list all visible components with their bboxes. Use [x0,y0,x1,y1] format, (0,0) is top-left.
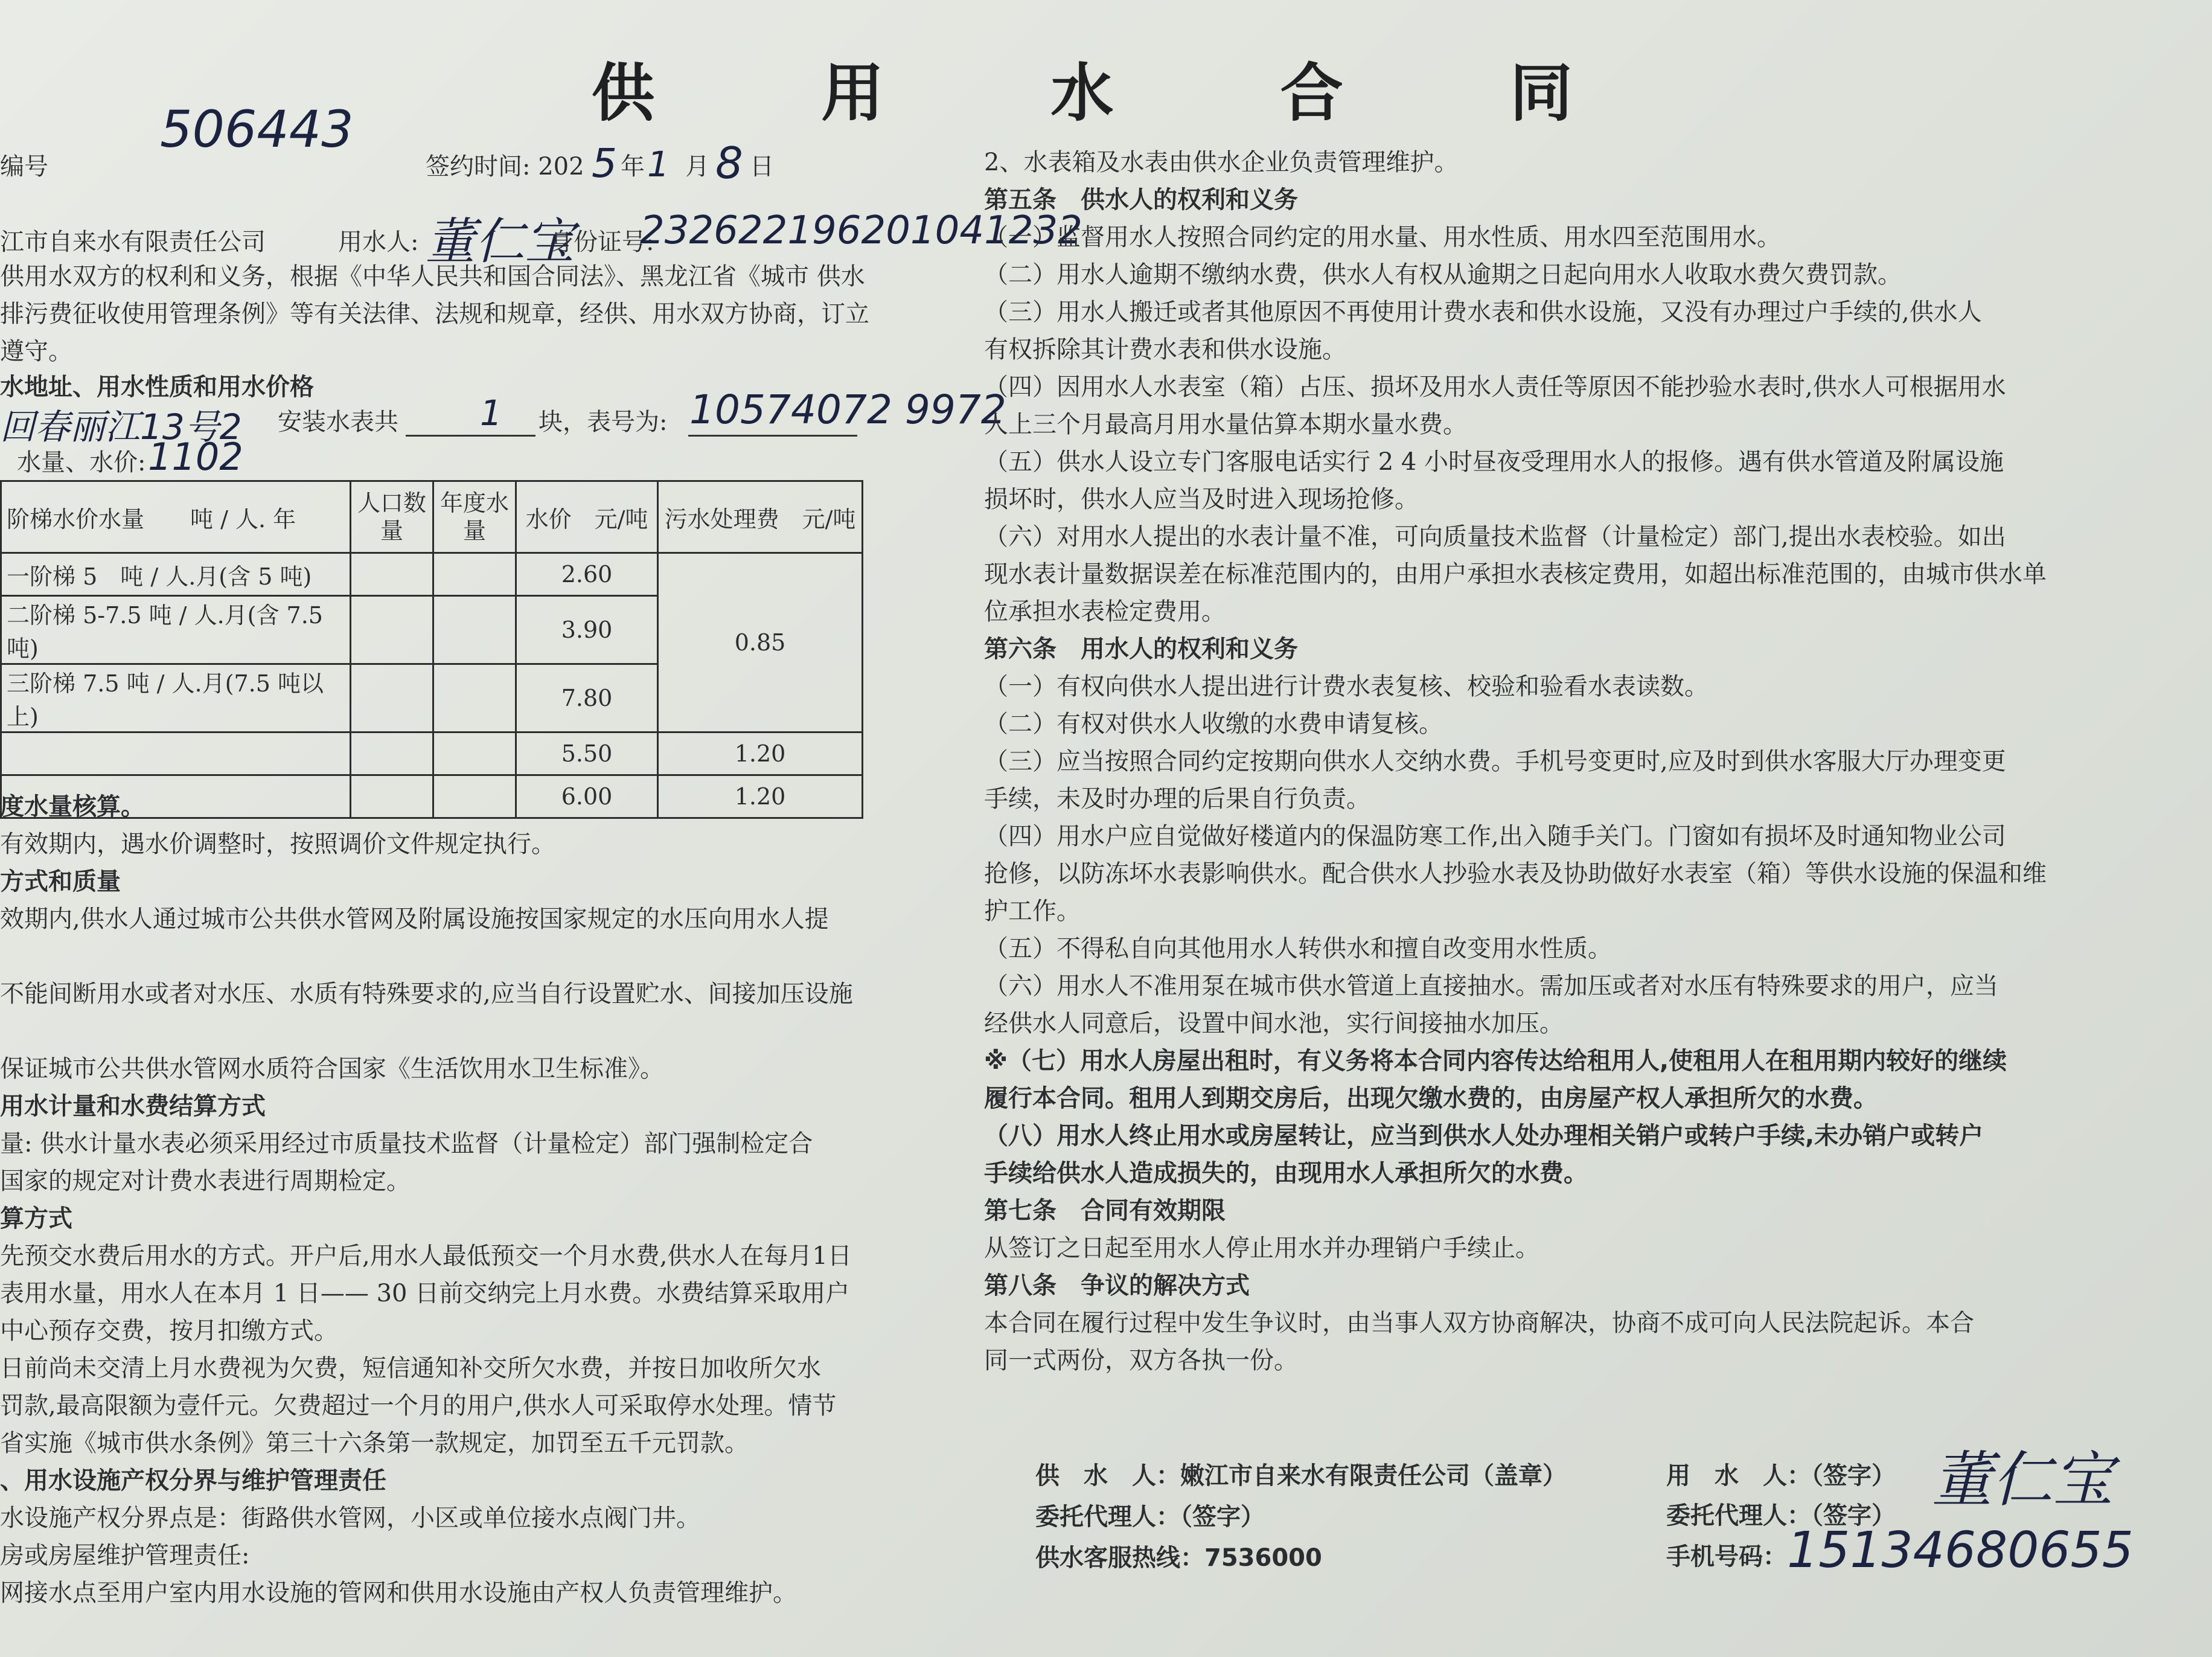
left-body-line [0,938,853,975]
left-body-line: 有效期内，遇水价调整时，按照调价文件规定执行。 [0,830,555,858]
sewage-cell: 1.20 [658,775,863,818]
sign-time-label: 签约时间: 202 [426,153,584,181]
hotline-line: 供水客服热线：7536000 [1035,1544,1322,1572]
left-body-line: 表用水量，用水人在本月 1 日—— 30 日前交纳完上月水费。水费结算采取用户 [0,1280,850,1307]
price-cell: 2.60 [516,553,658,596]
annual-volume-cell [433,553,516,596]
supplier-signature-line: 供 水 人：嫩江市自来水有限责任公司（盖章） [1035,1462,1567,1490]
tier-cell [1,732,351,775]
population-cell [351,596,433,664]
left-body-line: 度水量核算。 [0,793,145,821]
left-body-line: 算方式 [0,1205,72,1232]
right-body-line: （六）用水人不准用泵在城市供水管道上直接抽水。需加压或者对水压有特殊要求的用户，应当 [984,972,1998,1000]
sewage-merged-cell: 0.85 [658,553,863,732]
left-body-line: 先预交水费后用水的方式。开户后,用水人最低预交一个月水费,供水人在每月1日 [0,1242,852,1270]
install-label: 安装水表共 [278,408,398,436]
phone-label: 手机号码： [1666,1543,1787,1571]
intro-line: 供用水双方的权利和义务，根据《中华人民共和国合同法》、黑龙江省《城市 供水 [0,263,865,290]
contract-title: 供 用 水 合 同 [592,56,1645,130]
left-body-line: 网接水点至用户室内用水设施的管网和供用水设施由产权人负责管理维护。 [0,1579,797,1607]
right-body-line: 损坏时，供水人应当及时进入现场抢修。 [984,486,1419,513]
right-body-line: 履行本合同。租用人到期交房后，出现欠缴水费的，由房屋产权人承担所欠的水费。 [984,1085,1878,1112]
table-header-cell: 水价 元/吨 [516,481,658,553]
left-body-line: 方式和质量 [0,868,121,896]
annual-volume-cell [433,664,516,732]
sign-year-digit: 5 [592,140,617,187]
sign-month: 1 [647,144,670,185]
right-body-line: （一）监督用水人按照合同约定的用水量、用水性质、用水四至范围用水。 [984,223,1781,251]
right-body-line: 手续给供水人造成损失的，由现用水人承担所欠的水费。 [984,1159,1588,1187]
meter-number-label: 块，表号为: [539,408,668,436]
sewage-cell: 1.20 [658,732,863,775]
section-address-title: 水地址、用水性质和用水价格 [0,373,314,401]
price-cell: 6.00 [516,775,658,818]
annual-volume-cell [433,596,516,664]
right-body-line: 本合同在履行过程中发生争议时，由当事人双方协商解决，协商不成可向人民法院起诉。本合 [984,1309,1974,1337]
left-body-line: 日前尚未交清上月水费视为欠费，短信通知补交所欠水费，并按日加收所欠水 [0,1354,821,1382]
left-body-line: 中心预存交费，按月扣缴方式。 [0,1317,338,1345]
right-body-line: 护工作。 [984,897,1081,925]
table-header-cell: 人口数量 [351,481,433,553]
right-body-line: 人上三个月最高月用水量估算本期水量水费。 [984,411,1467,438]
meter-number-underline [688,435,857,437]
user-signature-line: 用 水 人：（签字） [1666,1462,1896,1490]
left-body-line [0,1013,853,1050]
meter-count-underline [406,435,535,437]
handwritten-address: 回春丽江13号2 [0,406,242,447]
right-body-line: 抢修，以防冻坏水表影响供水。配合供水人抄验水表及协助做好水表室（箱）等供水设施的保温和维 [984,860,2047,888]
month-label: 月 [685,153,709,181]
number-label: 编号 [0,153,48,181]
handwritten-meter-count: 1 [480,393,502,434]
right-body-line: 有权拆除其计费水表和供水设施。 [984,336,1346,364]
day-label: 日 [750,153,774,181]
water-value-label: 水量、水价: [17,449,146,476]
right-body-line: 从签订之日起至用水人停止用水并办理销户手续止。 [984,1234,1539,1262]
price-cell: 7.80 [516,664,658,732]
right-body-line: 同一式两份，双方各执一份。 [984,1347,1298,1374]
handwritten-user-name: 董仁宝 [426,213,574,271]
handwritten-id-number: 232622196201041232 [640,208,1082,253]
right-body-line: 第六条 用水人的权利和义务 [984,635,1298,663]
tier-cell: 一阶梯 5 吨 / 人.月(含 5 吨) [1,553,351,596]
handwritten-phone: 15134680655 [1787,1522,2134,1579]
left-body-line: 国家的规定对计费水表进行周期检定。 [0,1167,411,1195]
left-body-line: 效期内,供水人通过城市公共供水管网及附属设施按国家规定的水压向用水人提 [0,905,829,933]
intro-line: 遵守。 [0,338,72,365]
left-body-line: 省实施《城市供水条例》第三十六条第一款规定，加罚至五千元罚款。 [0,1429,749,1457]
user-label: 用水人: [338,228,419,256]
right-body-line: （四）用水户应自觉做好楼道内的保温防寒工作,出入随手关门。门窗如有损坏及时通知物业公司 [984,822,2006,850]
tier-cell: 二阶梯 5-7.5 吨 / 人.月(含 7.5 吨) [1,596,351,664]
right-body-line: 现水表计量数据误差在标准范围内的，由用户承担水表核定费用，如超出标准范围的，由城市供水单 [984,560,2047,588]
right-body-line: （一）有权向供水人提出进行计费水表复核、校验和验看水表读数。 [984,673,1709,700]
handwritten-contract-number: 506443 [160,100,354,159]
price-cell: 5.50 [516,732,658,775]
annual-volume-cell [433,732,516,775]
handwritten-signature: 董仁宝 [1932,1444,2113,1515]
intro-paragraph [0,258,869,370]
right-body-line: （八）用水人终止用水或房屋转让，应当到供水人处办理相关销户或转户手续,未办销户或转户 [984,1122,1984,1150]
right-body-line: （五）不得私自向其他用水人转供水和擅自改变用水性质。 [984,935,1612,963]
right-body-line: 第五条 供水人的权利和义务 [984,186,1298,214]
population-cell [351,664,433,732]
left-body-line: 水设施产权分界点是：街路供水管网，小区或单位接水点阀门井。 [0,1504,700,1532]
right-body-line: 第八条 争议的解决方式 [984,1272,1250,1300]
left-body-line: 房或房屋维护管理责任: [0,1542,250,1569]
handwritten-meter-number: 10574072 9972 [689,386,1006,433]
supplier-agent-line: 委托代理人：（签字） [1035,1503,1265,1531]
year-label: 年 [621,153,645,181]
intro-line: 排污费征收使用管理条例》等有关法律、法规和规章，经供、用水双方协商，订立 [0,300,869,328]
right-body-text [984,144,2047,1379]
left-body-line: 罚款,最高限额为壹仟元。欠费超过一个月的用户,供水人可采取停水处理。情节 [0,1392,837,1420]
table-row [1,732,863,775]
left-body-line: 量: 供水计量水表必须采用经过市质量技术监督（计量检定）部门强制检定合 [0,1130,813,1158]
supplier-name: 江市自来水有限责任公司 [0,228,266,256]
right-body-line: （三）应当按照合同约定按期向供水人交纳水费。手机号变更时,应及时到供水客服大厅办理变更 [984,748,2006,775]
right-body-line: 2、水表箱及水表由供水企业负责管理维护。 [984,149,1459,176]
table-header-cell: 阶梯水价水量 吨 / 人. 年 [1,481,351,553]
right-body-line: （四）因用水人水表室（箱）占压、损坏及用水人责任等原因不能抄验水表时,供水人可根据用水 [984,373,2006,401]
right-body-line: （二）有权对供水人收缴的水费申请复核。 [984,710,1443,738]
price-table [0,480,863,819]
right-body-line: 手续，未及时办理的后果自行负责。 [984,785,1370,813]
left-body-line: 保证城市公共供水管网水质符合国家《生活饮用水卫生标准》。 [0,1055,664,1083]
left-body-line: 、用水设施产权分界与维护管理责任 [0,1467,386,1495]
right-body-line: 第七条 合同有效期限 [984,1197,1226,1225]
price-cell: 3.90 [516,596,658,664]
population-cell [351,553,433,596]
sign-day: 8 [715,138,743,188]
left-body-text [0,788,853,1612]
right-body-line: （三）用水人搬迁或者其他原因不再使用计费水表和供水设施，又没有办理过户手续的,供水人 [984,298,1982,326]
table-row [1,553,863,596]
table-header-cell: 年度水量 [433,481,516,553]
tier-cell: 三阶梯 7.5 吨 / 人.月(7.5 吨以上) [1,664,351,732]
id-label: 身份证号: [549,228,654,256]
right-body-line: （五）供水人设立专门客服电话实行 2 4 小时昼夜受理用水人的报修。遇有供水管道及附属设施 [984,448,2004,476]
left-body-line: 不能间断用水或者对水压、水质有特殊要求的,应当自行设置贮水、间接加压设施 [0,980,853,1008]
left-body-line: 用水计量和水费结算方式 [0,1092,266,1120]
right-body-line: （六）对用水人提出的水表计量不准，可向质量技术监督（计量检定）部门,提出水表校验。如出 [984,523,2006,551]
right-body-line: ※（七）用水人房屋出租时，有义务将本合同内容传达给租用人,使租用人在租用期内较好的继续 [984,1047,2007,1075]
table-header-cell: 污水处理费 元/吨 [658,481,863,553]
table-header-row [1,481,863,553]
user-agent-line: 委托代理人：（签字） [1666,1502,1896,1530]
right-body-line: （二）用水人逾期不缴纳水费，供水人有权从逾期之日起向用水人收取水费欠费罚款。 [984,261,1902,289]
right-body-line: 位承担水表检定费用。 [984,598,1226,626]
handwritten-water-value: 1102 [148,435,243,479]
right-body-line: 经供水人同意后，设置中间水池，实行间接抽水加压。 [984,1010,1564,1037]
population-cell [351,732,433,775]
